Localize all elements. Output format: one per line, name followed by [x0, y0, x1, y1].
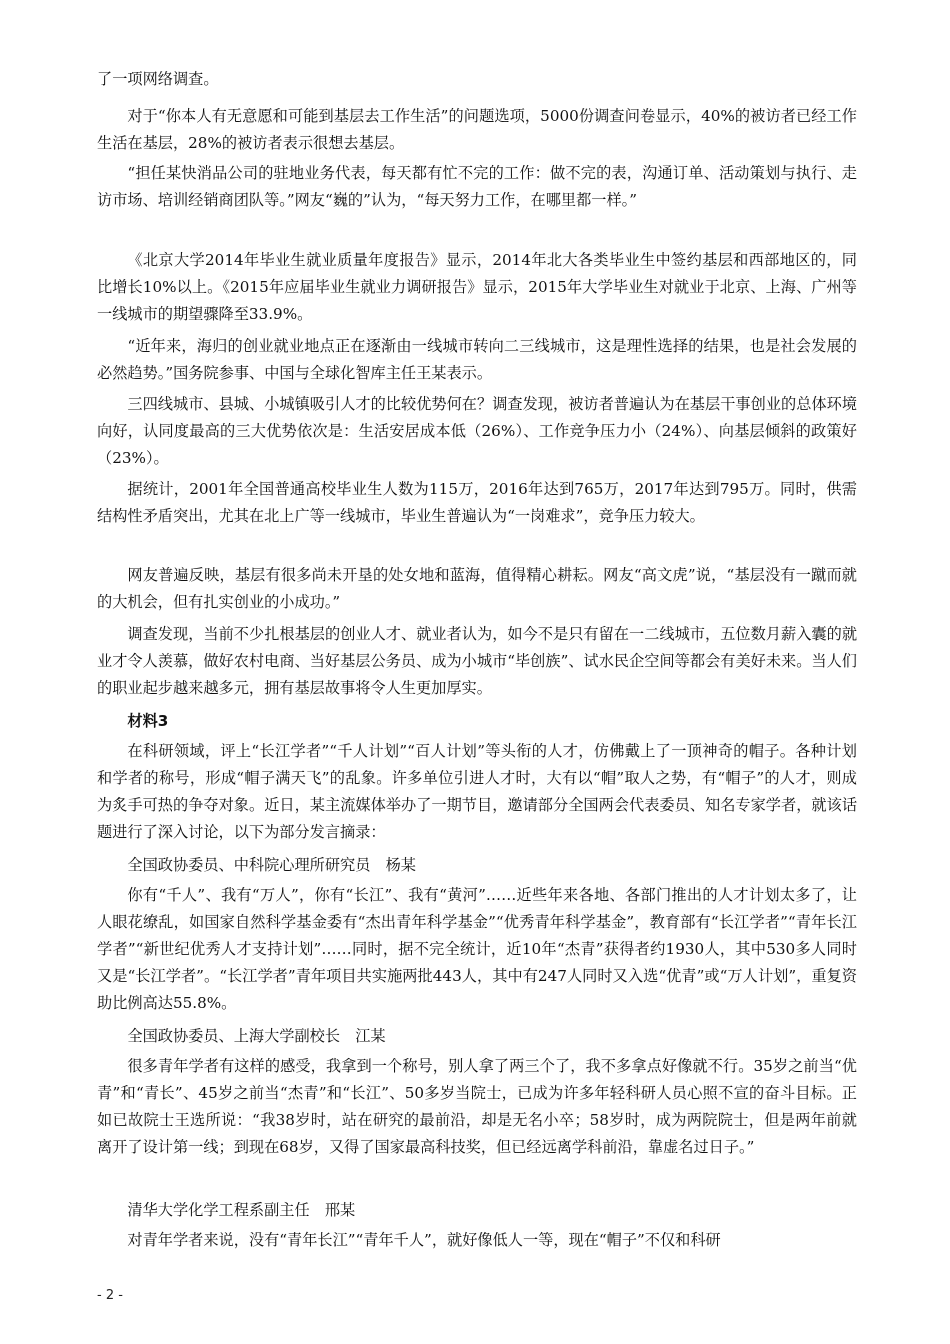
paragraph-4: 《北京大学2014年毕业生就业质量年度报告》显示，2014年北大各类毕业生中签约基层和西部地区的，同比增长10%以上。《2015年应届毕业生就业力调研报告》显示，2015年大学毕业生对就业于北京、上海、广州等一线城市的期望骤降至33.9%。	[97, 251, 857, 323]
paragraph-5: “近年来，海归的创业就业地点正在逐渐由一线城市转向二三线城市，这是理性选择的结果，也是社会发展的必然趋势。”国务院参事、中国与全球化智库主任王某表示。	[97, 337, 857, 382]
speaker-xing: 清华大学化学工程系副主任 邢某	[127, 1201, 356, 1219]
paragraph-12: 很多青年学者有这样的感受，我拿到一个称号，别人拿了两三个了，我不多拿点好像就不行。35岁之前当“优青”和“青长”、45岁之前当“杰青”和“长江”、50多岁当院士，已成为许多年轻科研人员心照不宣的奋斗目标。正如已故院士王选所说：“我38岁时，站在研究的最前沿，却是无名小卒；58岁时，成为两院院士，但是两年前就离开了设计第一线；到现在68岁，又得了国家最高科技奖，但已经远离学科前沿，靠虚名过日子。”	[97, 1057, 857, 1156]
paragraph-8: 网友普遍反映，基层有很多尚未开垦的处女地和蓝海，值得精心耕耘。网友“高文虎”说，“基层没有一蹴而就的大机会，但有扎实创业的小成功。”	[97, 566, 857, 611]
paragraph-11: 你有“千人”、我有“万人”，你有“长江”、我有“黄河”……近些年来各地、各部门推出的人才计划太多了，让人眼花缭乱，如国家自然科学基金委有“杰出青年科学基金”“优秀青年科学基金”，教育部有“长江学者”“青年长江学者”“新世纪优秀人才支持计划”……同时，据不完全统计，近10年“杰青”获得者约1930人，其中530多人同时又是“长江学者”。“长江学者”青年项目共实施两批443人，其中有247人同时又入选“优青”或“万人计划”，重复资助比例高达55.8%。	[97, 886, 857, 1012]
speaker-yang: 全国政协委员、中科院心理所研究员 杨某	[127, 856, 416, 874]
page-number: - 2 -	[97, 1288, 123, 1303]
paragraph-13: 对青年学者来说，没有“青年长江”“青年千人”，就好像低人一等，现在“帽子”不仅和科研	[127, 1231, 721, 1249]
paragraph-1: 了一项网络调查。	[97, 70, 219, 88]
paragraph-6: 三四线城市、县城、小城镇吸引人才的比较优势何在？调查发现，被访者普遍认为在基层干事创业的总体环境向好，认同度最高的三大优势依次是：生活安居成本低（26%）、工作竞争压力小（24%）、向基层倾斜的政策好（23%）。	[97, 395, 857, 467]
speaker-jiang: 全国政协委员、上海大学副校长 江某	[127, 1027, 386, 1045]
paragraph-10: 在科研领域，评上“长江学者”“千人计划”“百人计划”等头衔的人才，仿佛戴上了一顶神奇的帽子。各种计划和学者的称号，形成“帽子满天飞”的乱象。许多单位引进人才时，大有以“帽”取人之势，有“帽子”的人才，则成为炙手可热的争夺对象。近日，某主流媒体举办了一期节目，邀请部分全国两会代表委员、知名专家学者，就该话题进行了深入讨论，以下为部分发言摘录：	[97, 742, 857, 841]
section-heading-material-3: 材料3	[127, 712, 169, 730]
paragraph-9: 调查发现，当前不少扎根基层的创业人才、就业者认为，如今不是只有留在一二线城市，五位数月薪入囊的就业才令人羡慕，做好农村电商、当好基层公务员、成为小城市“毕创族”、试水民企空间等都会有美好未来。当人们的职业起步越来越多元，拥有基层故事将令人生更加厚实。	[97, 625, 857, 697]
paragraph-2: 对于“你本人有无意愿和可能到基层去工作生活”的问题选项，5000份调查问卷显示，40%的被访者已经工作生活在基层，28%的被访者表示很想去基层。	[97, 107, 857, 152]
paragraph-3: “担任某快消品公司的驻地业务代表，每天都有忙不完的工作：做不完的表，沟通订单、活动策划与执行、走访市场、培训经销商团队等。”网友“巍的”认为，“每天努力工作，在哪里都一样。”	[97, 164, 857, 209]
paragraph-7: 据统计，2001年全国普通高校毕业生人数为115万，2016年达到765万，2017年达到795万。同时，供需结构性矛盾突出，尤其在北上广等一线城市，毕业生普遍认为“一岗难求”，竞争压力较大。	[97, 480, 857, 525]
